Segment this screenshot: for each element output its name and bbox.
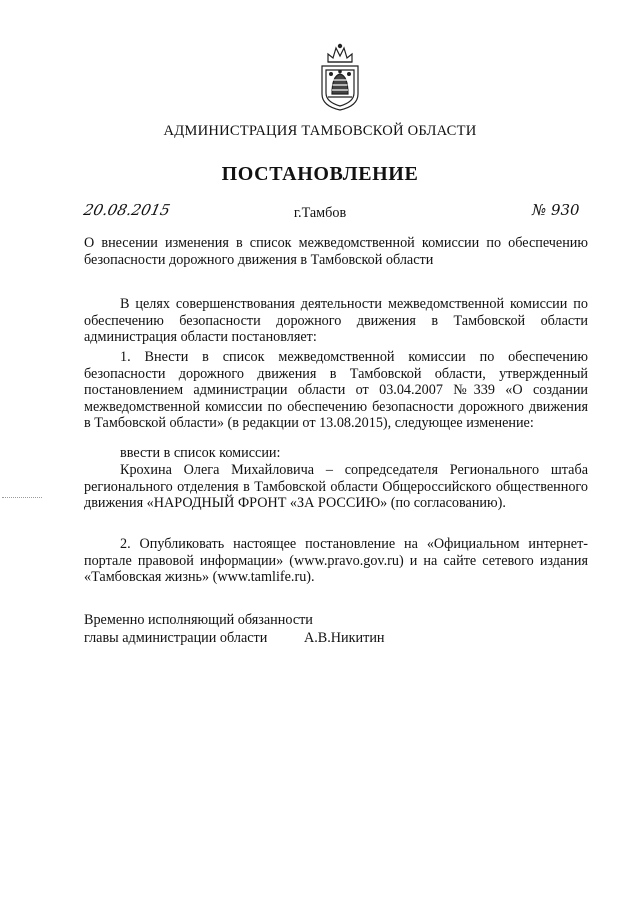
signatory-name: А.В.Никитин (304, 630, 385, 646)
document-subject: О внесении изменения в список межведомственной комиссии по обеспечению безопасности дорожного движения в Тамбовской области (84, 235, 588, 268)
body-paragraph-4: Крохина Олега Михайловича – сопредседателя Регионального штаба регионального отделения в Тамбовской области Общероссийского общественного движения «НАРОДНЫЙ ФРОНТ «ЗА РОССИЮ» (по согласованию). (84, 462, 588, 512)
signature-position-line-2: главы администрации области (84, 630, 268, 646)
organization-name: АДМИНИСТРАЦИЯ ТАМБОВСКОЙ ОБЛАСТИ (163, 123, 477, 139)
document-number: № 930 (532, 201, 580, 219)
body-paragraph-3: ввести в список комиссии: (120, 445, 281, 461)
document-city: г.Тамбов (293, 205, 347, 221)
body-paragraph-5: 2. Опубликовать настоящее постановление на «Официальном интернет-портале правовой информации» (www.pravo.gov.ru) и на сайте сетевого издания «Тамбовская жизнь» (www.tamlife.ru). (84, 536, 588, 586)
document-date: 20.08.2015 (82, 201, 172, 219)
body-paragraph-1: В целях совершенствования деятельности межведомственной комиссии по обеспечению безопасности дорожного движения в Тамбовской области администрация области постановляет: (84, 296, 588, 346)
tambov-coat-of-arms-icon (316, 40, 364, 112)
margin-dotted-mark (2, 497, 42, 498)
signature-position-line-1: Временно исполняющий обязанности (84, 612, 313, 628)
body-paragraph-2: 1. Внести в список межведомственной комиссии по обеспечению безопасности дорожного движения в Тамбовской области, утвержденный постановлением администрации области от 03.04.2007 №339 «О создании межведомственной комиссии по обеспечению безопасности дорожного движения в Тамбовской области» (в редакции от 13.08.2015), следующее изменение: (84, 349, 588, 432)
document-type-title: ПОСТАНОВЛЕНИЕ (221, 163, 419, 185)
